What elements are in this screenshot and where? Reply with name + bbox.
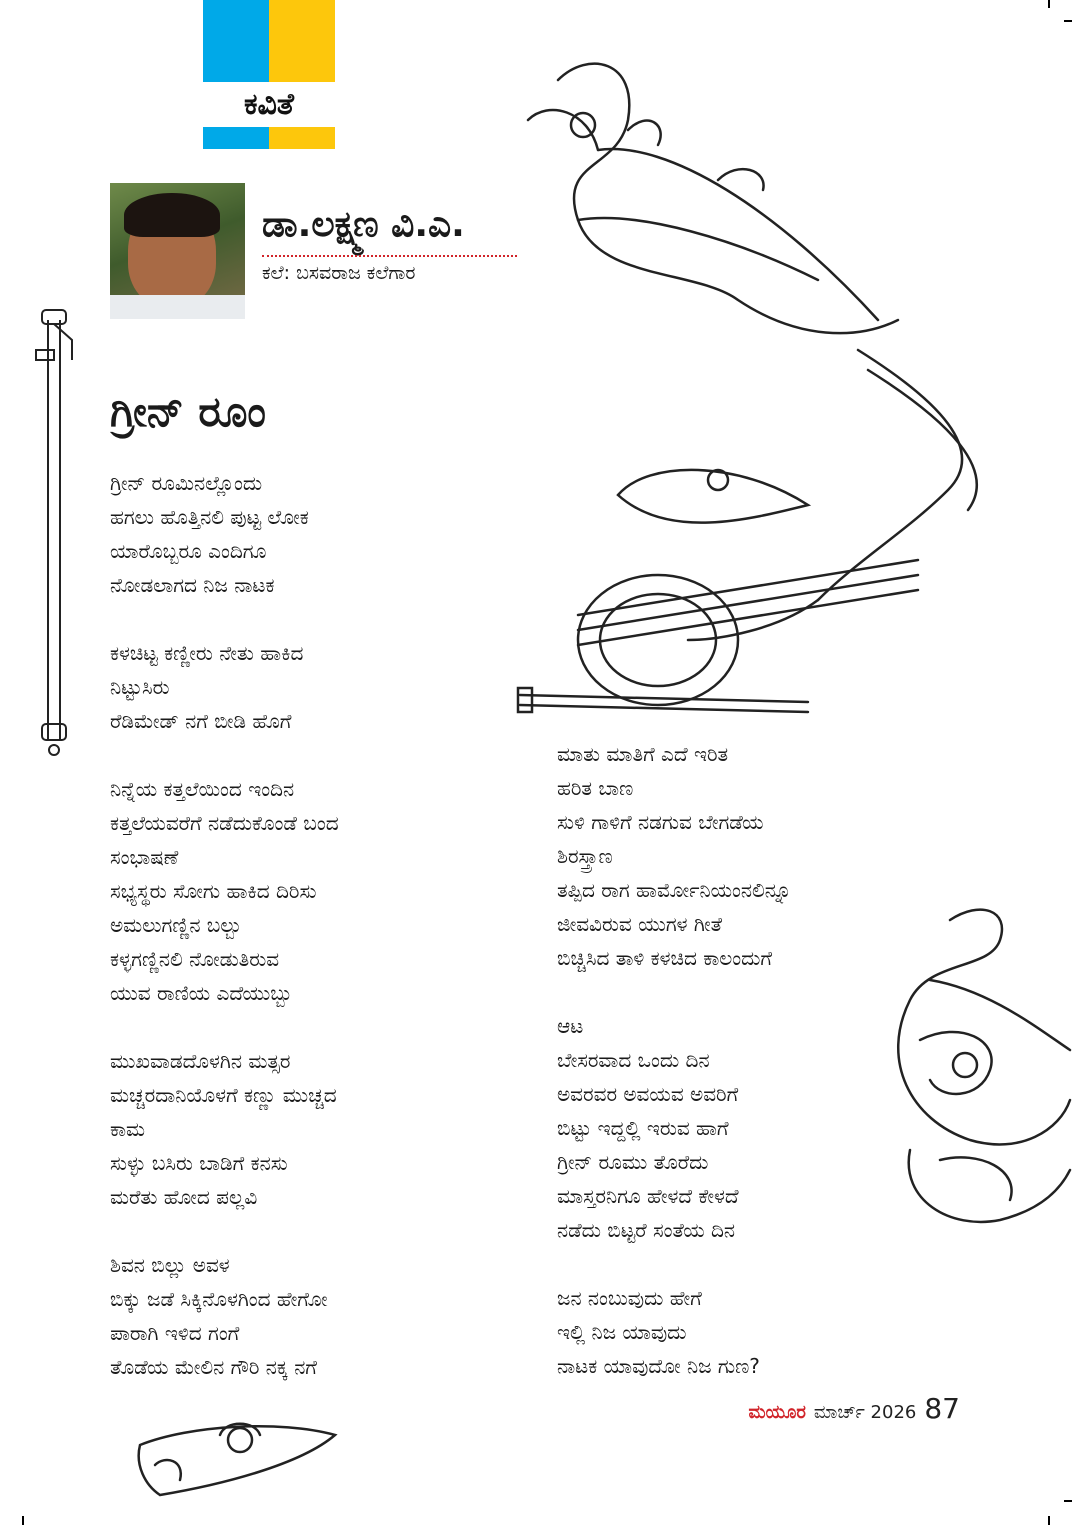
poem-line: ಮುಖವಾಡದೊಳಗಿನ ಮತ್ಸರ [110,1049,291,1073]
poem-line: ಮಾತು ಮಾತಿಗೆ ಎದೆ ಇರಿತ [557,742,729,766]
poem-line: ಹರಿತ ಬಾಣ [557,776,634,800]
section-label-block [203,0,335,150]
poem-line: ಕಳಚಿಟ್ಟ ಕಣ್ಣೀರು ನೇತು ಹಾಕಿದ [110,641,304,665]
color-bar-bottom [203,127,335,149]
poem-line: ತಪ್ಪಿದ ರಾಗ ಹಾರ್ಮೋನಿಯಂನಲಿನ್ನೂ [557,878,792,902]
author-hair [124,193,220,237]
author-name: ಡಾ.ಲಕ್ಷ್ಮಣ ವಿ.ಎ. [262,204,465,245]
poem-stanza [110,772,339,1010]
page-number: 87 [924,1392,960,1425]
poem-line: ಆಟ [557,1014,584,1038]
poem-stanza [110,1248,339,1384]
crop-mark [1048,1516,1050,1525]
poem-line: ನೋಡಲಾಗದ ನಿಜ ನಾಟಕ [110,573,275,597]
poem-line: ಇಲ್ಲಿ ನಿಜ ಯಾವುದು [557,1320,687,1344]
poem-line: ಸಭ್ಯಸ್ಥರು ಸೋಗು ಹಾಕಿದ ದಿರಿಸು [110,879,317,903]
violin-bow-icon [26,300,76,760]
poem-line: ಬಿಚ್ಚಿಸಿದ ತಾಳಿ ಕಳಚಿದ ಕಾಲಂದುಗೆ [557,946,773,970]
poem-line: ಹಗಲು ಹೊತ್ತಿನಲಿ ಪುಟ್ಟ ಲೋಕ [110,505,309,529]
poem-line: ಸಂಭಾಷಣೆ [110,845,179,869]
poem-line: ನಿಟ್ಟುಸಿರು [110,675,170,699]
poem-stanza [110,1044,339,1214]
poem-line: ಬಿಕ್ಕು ಜಡೆ ಸಿಕ್ಕಿನೊಳಗಿಂದ ಹೇಗೋ [110,1287,328,1311]
poem-line: ತೊಡೆಯ ಮೇಲಿನ ಗೌರಿ ನಕ್ಕ ನಗೆ [110,1355,317,1379]
poem-line: ಜೀವವಿರುವ ಯುಗಳ ಗೀತೆ [557,912,722,936]
poem-line: ಮಚ್ಚರದಾನಿಯೊಳಗೆ ಕಣ್ಣು ಮುಚ್ಚದ [110,1083,337,1107]
issue-date: ಮಾರ್ಚ್ 2026 [813,1402,917,1423]
poem-line: ಜನ ನಂಬುವುದು ಹೇಗೆ [557,1286,702,1310]
author-photo [110,183,245,319]
poem-line: ಅವರವರ ಅವಯವ ಅವರಿಗೆ [557,1082,739,1106]
poem-stanza [110,466,339,602]
poem-line: ನಾಟಕ ಯಾವುದೋ ನಿಜ ಗುಣ? [557,1354,760,1378]
color-swatch-yellow [269,0,335,82]
poem-line: ಗ್ರೀನ್ ರೂಮು ತೊರೆದು [557,1150,709,1174]
color-bar-top [203,0,335,82]
poem-line: ಮರೆತು ಹೋದ ಪಲ್ಲವಿ [110,1185,258,1209]
poem-stanza [110,636,339,738]
mask-drawing-icon [130,1405,350,1505]
poem-line: ಯಾರೊಬ್ಬರೂ ಎಂದಿಗೂ [110,539,267,563]
poem-stanza [557,1009,791,1247]
poem-line: ಬಿಟ್ಟು ಇದ್ದಲ್ಲಿ ಇರುವ ಹಾಗೆ [557,1116,729,1140]
poem-column-left [110,466,339,1418]
poem-stanza [557,1281,791,1383]
poem-line: ಪಾರಾಗಿ ಇಳಿದ ಗಂಗೆ [110,1321,240,1345]
poem-line: ಗ್ರೀನ್ ರೂಮಿನಲ್ಲೊಂದು [110,471,263,495]
author-divider [262,255,517,257]
poem-column-right [557,737,791,1417]
poem-line: ರೆಡಿಮೇಡ್ ನಗೆ ಬೀಡಿ ಹೊಗೆ [110,709,292,733]
magazine-logo: ಮಯೂರ [748,1402,806,1423]
crop-mark [1064,20,1072,22]
page-footer [749,1392,961,1425]
poem-title: ಗ್ರೀನ್ ರೂಂ [110,387,267,436]
poem-line: ಮಾಸ್ತರನಿಗೂ ಹೇಳದೆ ಕೇಳದೆ [557,1184,739,1208]
illustrator-credit: ಕಲೆ: ಬಸವರಾಜ ಕಲೆಗಾರ [262,262,416,284]
poem-line: ನಿನ್ನೆಯ ಕತ್ತಲೆಯಿಂದ ಇಂದಿನ [110,777,295,801]
poem-line: ಅಮಲುಗಣ್ಣಿನ ಬಲ್ಬು [110,913,242,937]
poem-line: ಶಿರಸ್ತ್ರಾಣ [557,844,613,868]
poem-stanza [557,737,791,975]
poem-line: ಬೇಸರವಾದ ಒಂದು ದಿನ [557,1048,710,1072]
crop-mark [22,1516,24,1525]
scroll-drawing-icon [870,900,1070,1240]
poem-line: ನಡೆದು ಬಿಟ್ಟರೆ ಸಂತೆಯ ದಿನ [557,1218,736,1242]
poem-line: ಕಳ್ಳಗಣ್ಣಿನಲಿ ನೋಡುತಿರುವ [110,947,280,971]
author-shirt [110,295,245,319]
poem-line: ಯುವ ರಾಣಿಯ ಎದೆಯುಬ್ಬು [110,981,293,1005]
poem-line: ಕತ್ತಲೆಯವರೆಗೆ ನಡೆದುಕೊಂಡೆ ಬಂದ [110,811,339,835]
veena-icon [518,40,1018,720]
color-swatch-yellow [269,127,335,149]
crop-mark [1048,0,1050,8]
crop-mark [1064,1500,1072,1502]
color-swatch-blue [203,0,269,82]
color-swatch-blue [203,127,269,149]
poem-line: ಶಿವನ ಬಿಲ್ಲು ಅವಳ [110,1253,230,1277]
poem-line: ಕಾಮ [110,1117,146,1141]
poem-line: ಸುಳ್ಳು ಬಸಿರು ಬಾಡಿಗೆ ಕನಸು [110,1151,288,1175]
poem-line: ಸುಳಿ ಗಾಳಿಗೆ ನಡಗುವ ಬೇಗಡೆಯ [557,810,764,834]
section-label: ಕವಿತೆ [244,87,294,122]
